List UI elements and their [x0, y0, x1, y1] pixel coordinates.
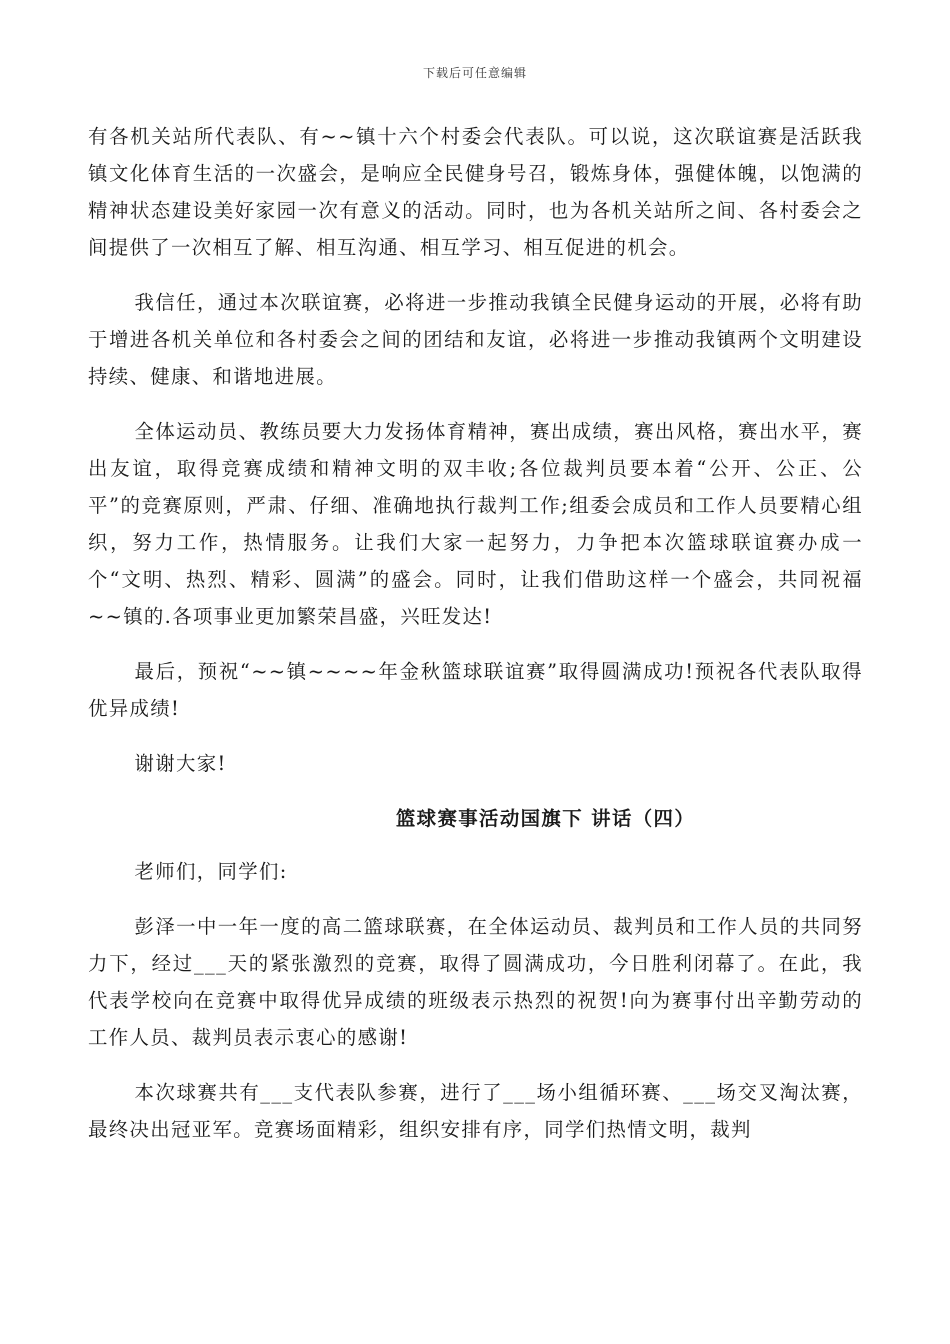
section-paragraph-1: 彭泽一中一年一度的高二篮球联赛，在全体运动员、裁判员和工作人员的共同努力下，经过___天的紧张激烈的竞赛，取得了圆满成功，今日胜利闭幕了。在此，我代表学校向在竞赛中取得优异成绩的班级表示热烈的祝贺!向为赛事付出辛勤劳动的工作人员、裁判员表示衷心的感谢! [88, 915, 863, 1049]
salutation: 老师们，同学们: [134, 860, 288, 883]
page-header-note: 下载后可任意编辑 [422, 66, 527, 80]
section-title: 篮球赛事活动国旗下 讲话（四） [395, 807, 696, 830]
paragraph-2: 我信任，通过本次联谊赛，必将进一步推动我镇全民健身运动的开展，必将有助于增进各机关单位和各村委会之间的团结和友谊，必将进一步推动我镇两个文明建设持续、健康、和谐地进展。 [88, 291, 863, 388]
paragraph-4: 最后，预祝“~~镇~~~~年金秋篮球联谊赛”取得圆满成功!预祝各代表队取得优异成绩! [88, 660, 863, 720]
paragraph-1: 有各机关站所代表队、有~~镇十六个村委会代表队。可以说，这次联谊赛是活跃我镇文化体育生活的一次盛会，是响应全民健身号召，锻炼身体，强健体魄，以饱满的精神状态建设美好家园一次有意义的活动。同时，也为各机关站所之间、各村委会之间提供了一次相互了解、相互沟通、相互学习、相互促进的机会。 [88, 125, 863, 259]
paragraph-5: 谢谢大家! [134, 752, 227, 775]
section-paragraph-2: 本次球赛共有___支代表队参赛，进行了___场小组循环赛、___场交叉淘汰赛，最终决出冠亚军。竞赛场面精彩，组织安排有序，同学们热情文明，裁判 [88, 1081, 863, 1141]
document-body [88, 118, 863, 1166]
paragraph-3: 全体运动员、教练员要大力发扬体育精神，赛出成绩，赛出风格，赛出水平，赛出友谊，取得竞赛成绩和精神文明的双丰收;各位裁判员要本着“公开、公正、公平”的竞赛原则，严肃、仔细、准确地执行裁判工作;组委会成员和工作人员要精心组织，努力工作，热情服务。让我们大家一起努力，力争把本次篮球联谊赛办成一个“文明、热烈、精彩、圆满”的盛会。同时，让我们借助这样一个盛会，共同祝福~~镇的.各项事业更加繁荣昌盛，兴旺发达! [88, 420, 863, 628]
